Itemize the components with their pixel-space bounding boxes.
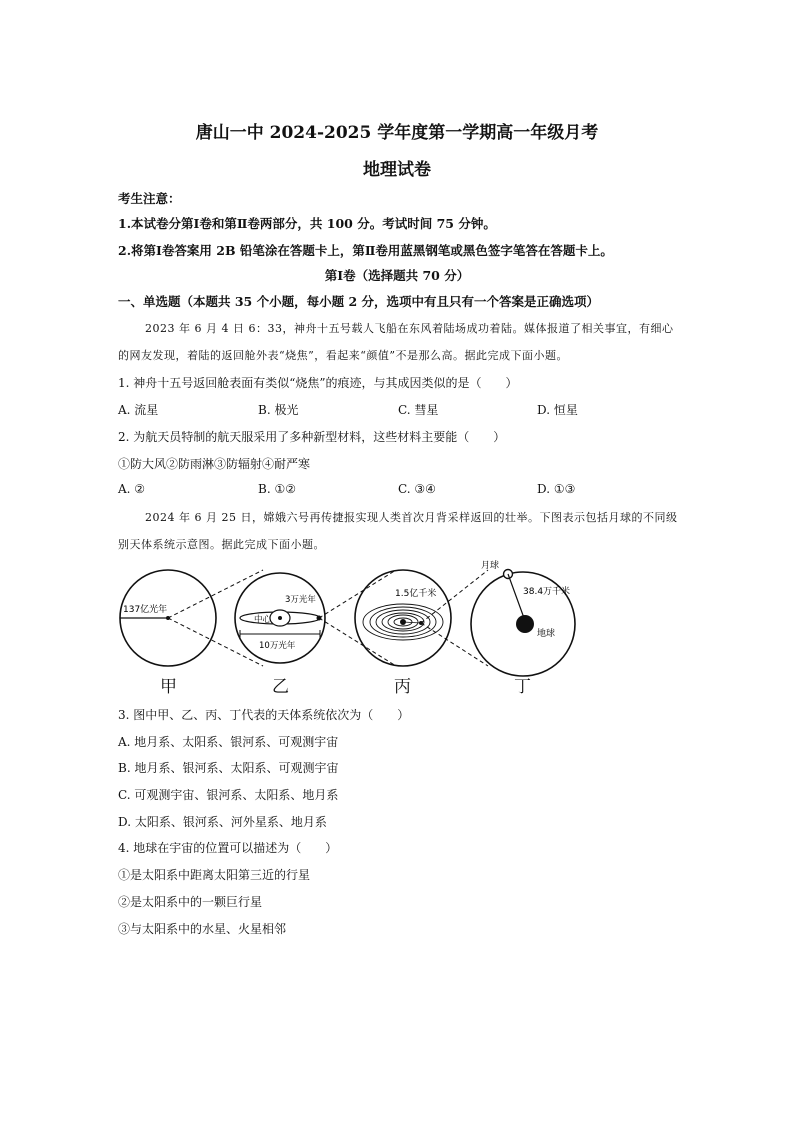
- earth-dot: [516, 615, 534, 633]
- connector-yi-bing-bottom: [319, 618, 396, 666]
- question-4-item-3: ③与太阳系中的水星、火星相邻: [118, 922, 287, 936]
- notice-item-1: 1.本试卷分第Ⅰ卷和第Ⅱ卷两部分，共 100 分。考试时间 75 分钟。: [118, 216, 496, 231]
- question-2-option-a: A. ②: [118, 482, 146, 496]
- question-3-option-b: B. 地月系、银河系、太阳系、可观测宇宙: [118, 761, 339, 775]
- notice-heading: 考生注意：: [118, 191, 181, 206]
- panel-ding-label-earth: 地球: [537, 629, 556, 639]
- notice-item-2: 2.将第Ⅰ卷答案用 2B 铅笔涂在答题卡上，第Ⅱ卷用蓝黑钢笔或黑色签字笔答在答题卡上。: [118, 243, 613, 258]
- question-1-stem: 1. 神舟十五号返回舱表面有类似“烧焦”的痕迹，与其成因类似的是（ ）: [118, 376, 518, 390]
- galaxy-center: [278, 616, 282, 620]
- volume-heading: 第Ⅰ卷（选择题共 70 分）: [324, 268, 470, 283]
- question-3-option-c: C. 可观测宇宙、银河系、太阳系、地月系: [118, 788, 339, 802]
- passage-1-line-2: 的网友发现，着陆的返回舱外表“烧焦”，看起来“颜值”不是那么高。据此完成下面小题。: [118, 349, 568, 362]
- exam-title: 唐山一中 2024-2025 学年度第一学期高一年级月考: [195, 123, 599, 143]
- panel-bing-label: 1.5亿千米: [395, 589, 437, 599]
- question-1-option-b: B. 极光: [258, 403, 299, 417]
- panel-yi-label-center: 中心: [254, 615, 272, 625]
- question-2-option-c: C. ③④: [398, 482, 436, 496]
- connector-yi-bing-top: [319, 570, 396, 618]
- panel-ding-label-moon: 月球: [481, 561, 500, 571]
- panel-label-yi: 乙: [272, 677, 289, 697]
- question-3-option-d: D. 太阳系、银河系、河外星系、地月系: [118, 815, 327, 829]
- celestial-systems-diagram: [113, 556, 693, 676]
- question-2-stem: 2. 为航天员特制的航天服采用了多种新型材料，这些材料主要能（ ）: [118, 430, 506, 444]
- part-heading: 一、单选题（本题共 35 个小题，每小题 2 分，选项中有且只有一个答案是正确选项）: [118, 294, 600, 309]
- question-1-option-d: D. 恒星: [537, 403, 578, 417]
- question-1-option-c: C. 彗星: [398, 403, 439, 417]
- panel-label-bing: 丙: [394, 677, 411, 697]
- question-2-option-d: D. ①③: [537, 482, 576, 496]
- panel-yi-label-top: 3万光年: [285, 595, 316, 605]
- question-3-stem: 3. 图中甲、乙、丙、丁代表的天体系统依次为（ ）: [118, 708, 410, 722]
- question-1-option-a: A. 流星: [118, 403, 159, 417]
- panel-label-ding: 丁: [514, 677, 531, 697]
- panel-yi-label-bottom: 10万光年: [259, 641, 296, 651]
- panel-jia-label: 137亿光年: [123, 605, 168, 615]
- question-2-items: ①防大风②防雨淋③防辐射④耐严寒: [118, 457, 311, 471]
- passage-2-line-2: 别天体系统示意图。据此完成下面小题。: [118, 538, 325, 551]
- panel-ding-label-distance: 38.4万千米: [523, 587, 571, 597]
- question-4-stem: 4. 地球在宇宙的位置可以描述为（ ）: [118, 841, 338, 855]
- exam-subtitle: 地理试卷: [363, 160, 431, 180]
- passage-2-line-1: 2024 年 6 月 25 日，嫦娥六号再传捷报实现人类首次月背采样返回的壮举。下图表示包括月球的不同级: [145, 511, 678, 524]
- question-2-option-b: B. ①②: [258, 482, 296, 496]
- question-4-item-1: ①是太阳系中距离太阳第三近的行星: [118, 868, 311, 882]
- passage-1-line-1: 2023 年 6 月 4 日 6：33，神舟十五号载人飞船在东风着陆场成功着陆。媒体报道了相关事宜，有细心: [145, 322, 674, 335]
- question-3-option-a: A. 地月系、太阳系、银河系、可观测宇宙: [118, 735, 339, 749]
- panel-label-jia: 甲: [160, 677, 177, 697]
- question-4-item-2: ②是太阳系中的一颗巨行星: [118, 895, 263, 909]
- earth-moon-distance: [508, 574, 524, 618]
